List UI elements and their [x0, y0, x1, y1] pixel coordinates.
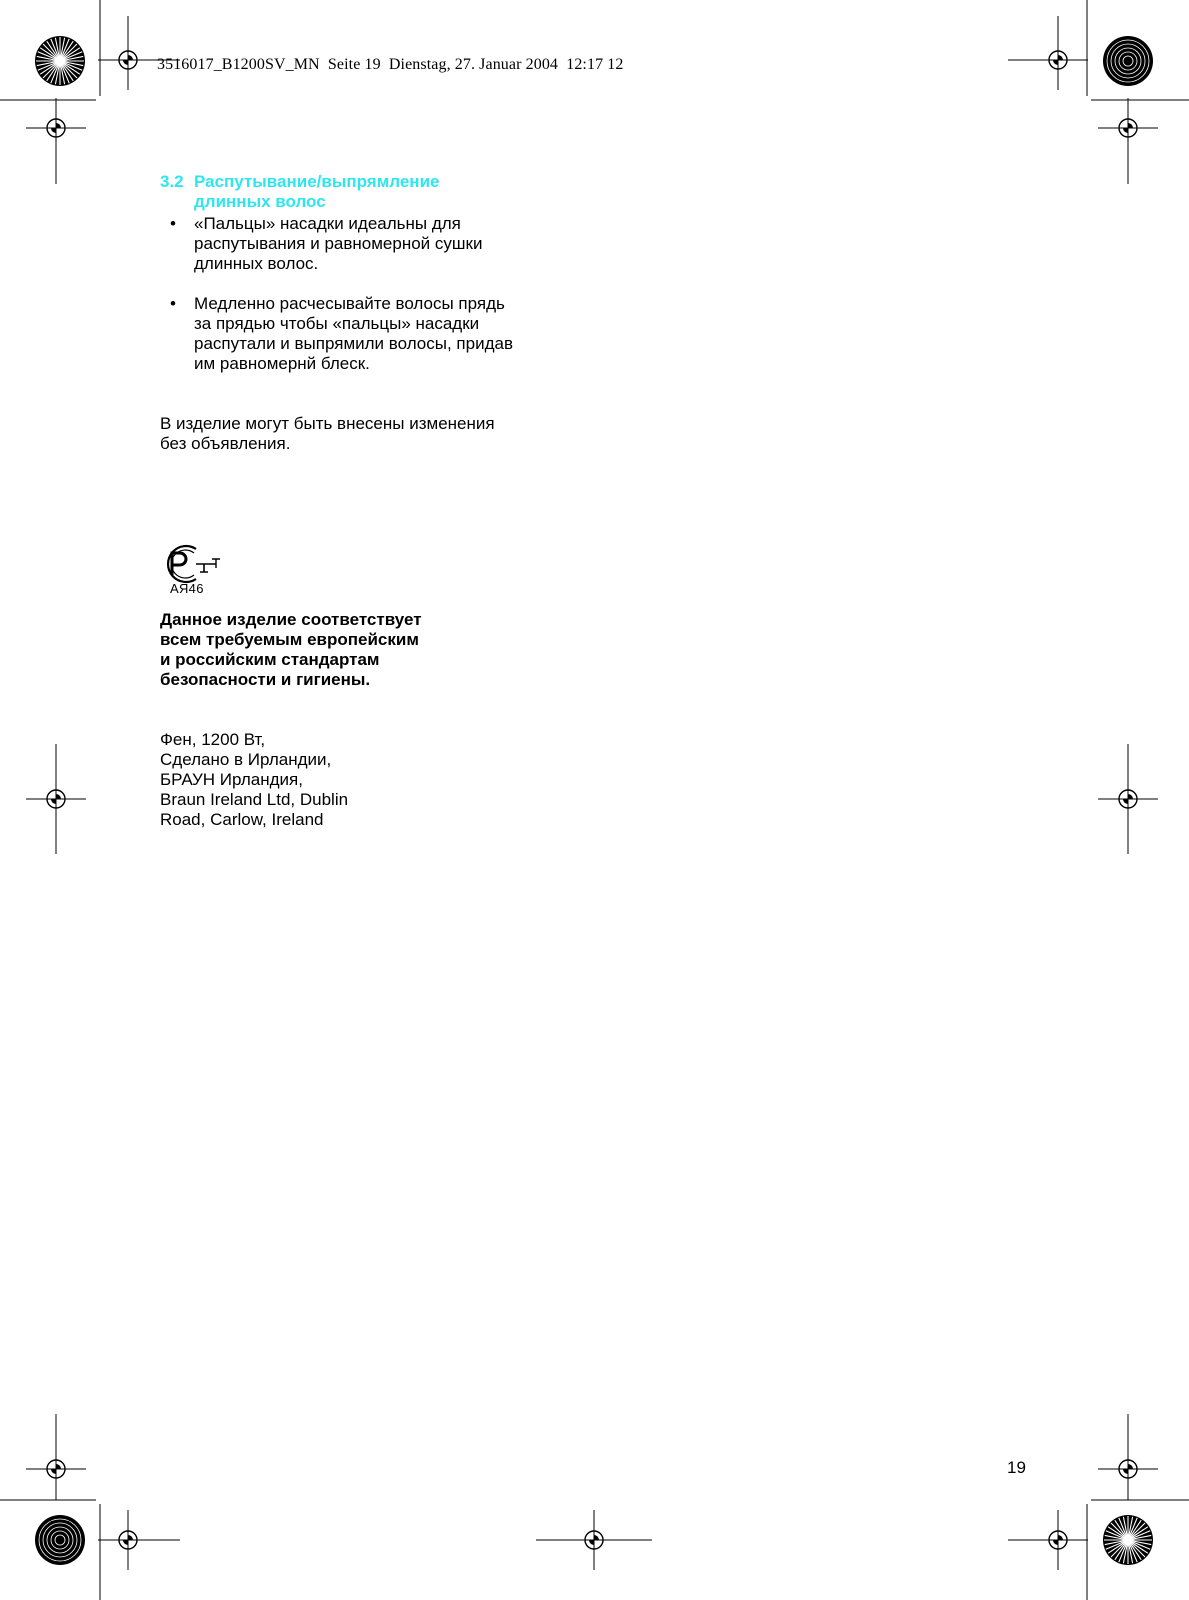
registration-mark-icon: [1028, 1510, 1088, 1570]
registration-mark-icon: [1028, 30, 1088, 90]
registration-mark-icon: [1098, 1439, 1158, 1499]
section-number: 3.2: [160, 172, 184, 191]
bullet-icon: •: [170, 294, 176, 313]
bullet-list: [160, 214, 580, 374]
registration-mark-icon: [26, 98, 86, 158]
page-content: [160, 172, 580, 830]
bullet-text: Медленно расчесывайте волосы прядь за прядью чтобы «пальцы» насадки распутали и выпрямили волосы, придав им равномернй блеск.: [194, 294, 513, 373]
registration-mark-icon: [1098, 769, 1158, 829]
registration-mark-icon: [564, 1510, 624, 1570]
registration-mark-icon: [26, 769, 86, 829]
bullet-text: «Пальцы» насадки идеальны для распутывания и равномерной сушки длинных волос.: [194, 214, 483, 273]
registration-mark-icon: [26, 1439, 86, 1499]
product-info: Фен, 1200 Вт, Сделано в Ирландии, БРАУН Ирландия, Braun Ireland Ltd, Dublin Road, Carlow, Ireland: [160, 730, 349, 829]
change-notice: В изделие могут быть внесены изменения без объявления.: [160, 414, 495, 453]
registration-mark-icon: [98, 30, 158, 90]
ring-mark-icon: [35, 1515, 85, 1565]
ring-mark-icon: [1103, 36, 1153, 86]
starburst-mark-icon: [1103, 1515, 1153, 1565]
bullet-icon: •: [170, 214, 176, 233]
page-number: 19: [1007, 1458, 1026, 1477]
conformity-statement: Данное изделие соответствует всем требуемым европейским и российским стандартам безопасности и гигиены.: [160, 610, 422, 689]
section-title: Распутывание/выпрямление длинных волос: [194, 172, 440, 211]
print-slug: 3516017_B1200SV_MN Seite 19 Dienstag, 27. Januar 2004 12:17 12: [157, 56, 624, 73]
list-item: [160, 214, 580, 274]
certification-block: [160, 542, 580, 596]
list-item: [160, 294, 580, 374]
registration-mark-icon: [1098, 98, 1158, 158]
registration-mark-icon: [98, 1510, 158, 1570]
section-heading: [160, 172, 580, 212]
pct-certification-mark-icon: [160, 542, 224, 586]
certification-code: АЯ46: [170, 581, 204, 596]
starburst-mark-icon: [35, 36, 85, 86]
